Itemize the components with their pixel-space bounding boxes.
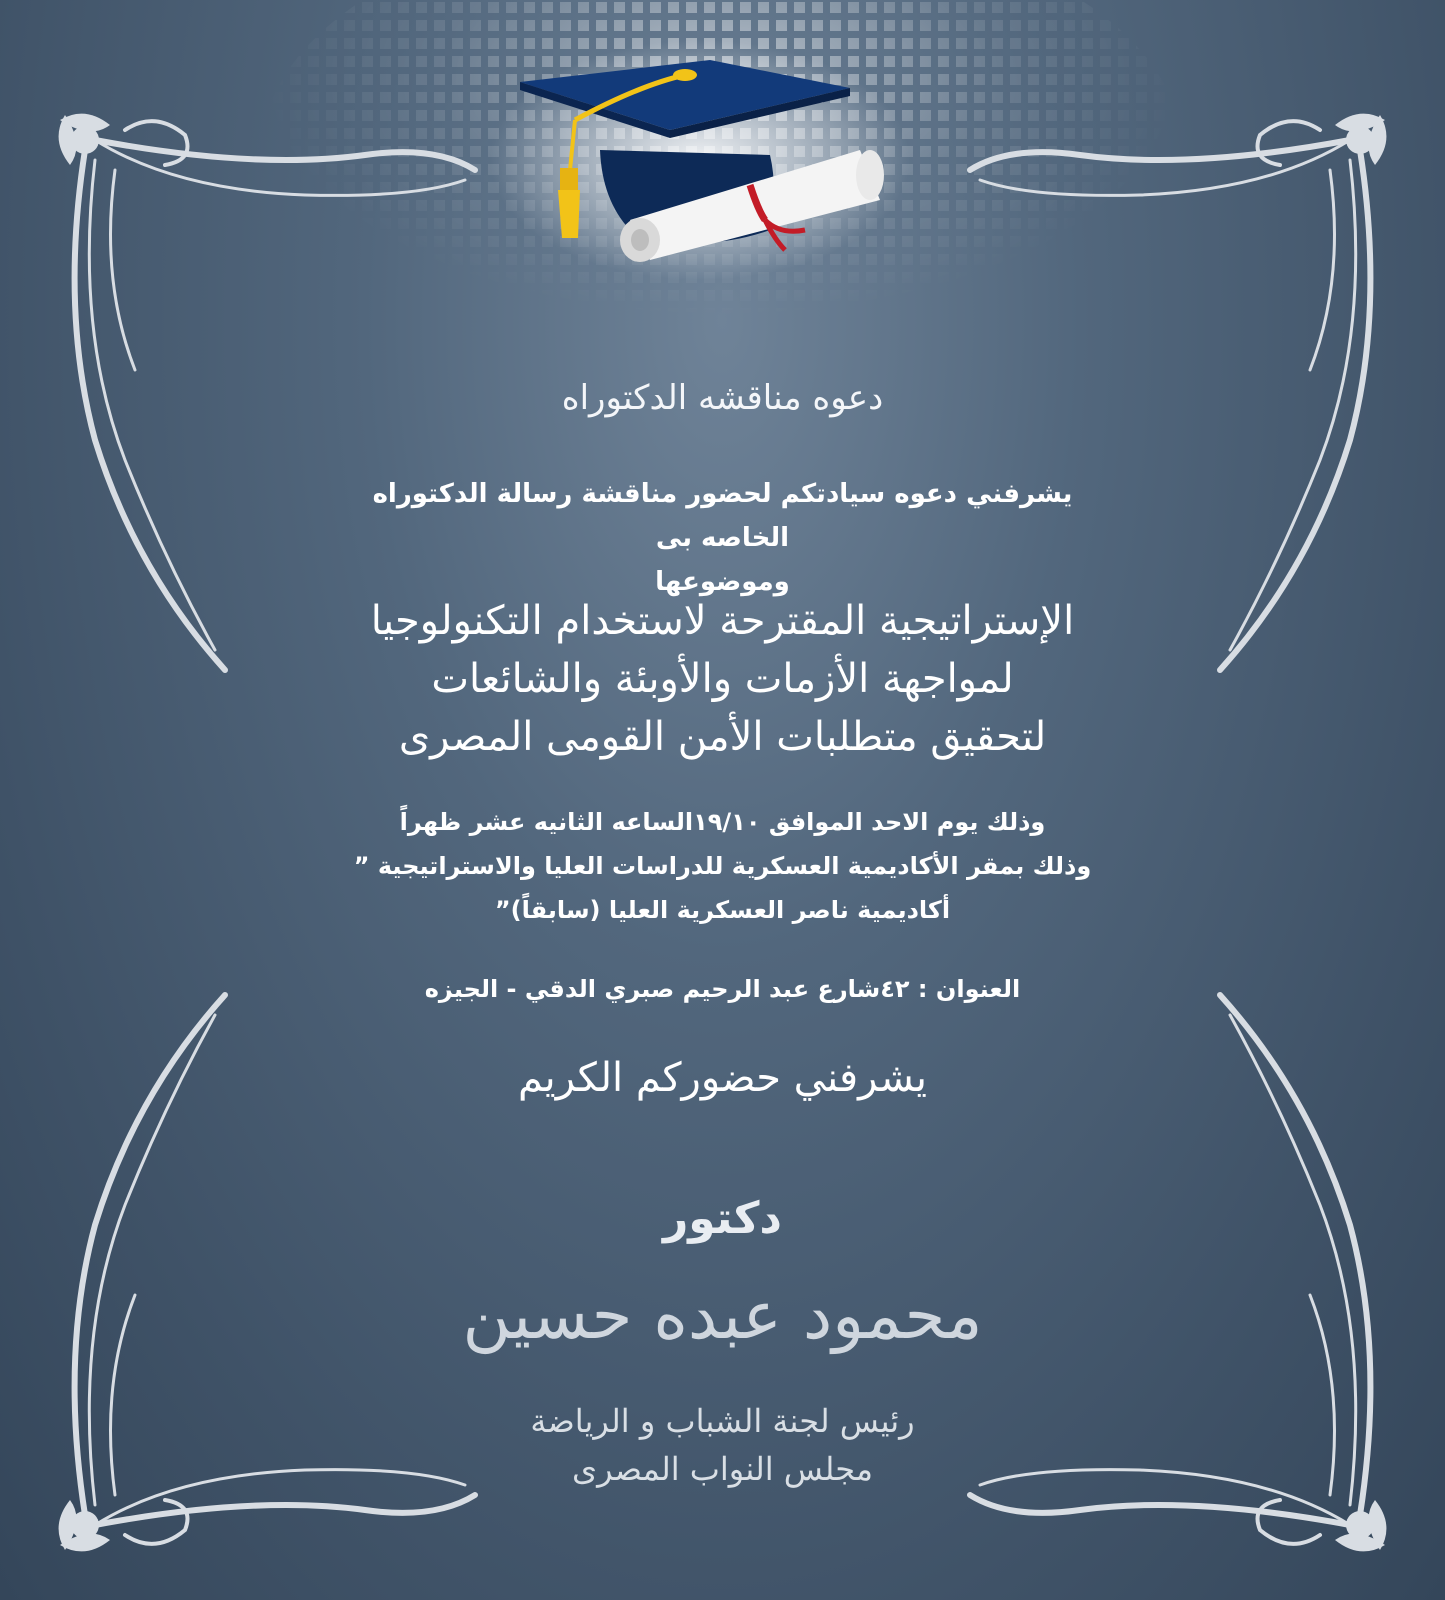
graduation-cap-icon — [520, 60, 900, 270]
intro-line-1: يشرفني دعوه سيادتكم لحضور مناقشة رسالة الدكتوراه الخاصه بى — [372, 479, 1073, 553]
date-line: وذلك يوم الاحد الموافق ١٩/١٠الساعه الثانيه عشر ظهراً — [399, 808, 1046, 836]
closing-line: يشرفني حضوركم الكريم — [517, 1055, 928, 1101]
signer-title: دكتور — [662, 1193, 783, 1244]
address-line: العنوان : ٤٢شارع عبد الرحيم صبري الدقي - الجيزه — [424, 975, 1021, 1003]
venue-line-1: وذلك بمقر الأكاديمية العسكرية للدراسات العليا والاستراتيجية ” — [353, 852, 1092, 880]
venue-line-2: أكاديمية ناصر العسكرية العليا (سابقاً)” — [494, 896, 951, 924]
signer-role — [0, 1397, 1445, 1493]
invitation-intro — [0, 472, 1445, 604]
thesis-title — [0, 592, 1445, 766]
thesis-line-1: الإستراتيجية المقترحة لاستخدام التكنولوجيا — [370, 598, 1075, 644]
event-details — [0, 800, 1445, 932]
thesis-line-2: لمواجهة الأزمات والأوبئة والشائعات — [431, 656, 1014, 702]
signer-name-calligraphy: محمود عبده حسين — [462, 1277, 983, 1354]
intro-line-2: وموضوعها — [655, 567, 790, 597]
invitation-title: دعوه مناقشه الدكتوراه — [561, 378, 884, 418]
role-line-1: رئيس لجنة الشباب و الرياضة — [530, 1402, 915, 1440]
role-line-2: مجلس النواب المصرى — [572, 1450, 873, 1488]
thesis-line-3: لتحقيق متطلبات الأمن القومى المصرى — [398, 714, 1047, 760]
